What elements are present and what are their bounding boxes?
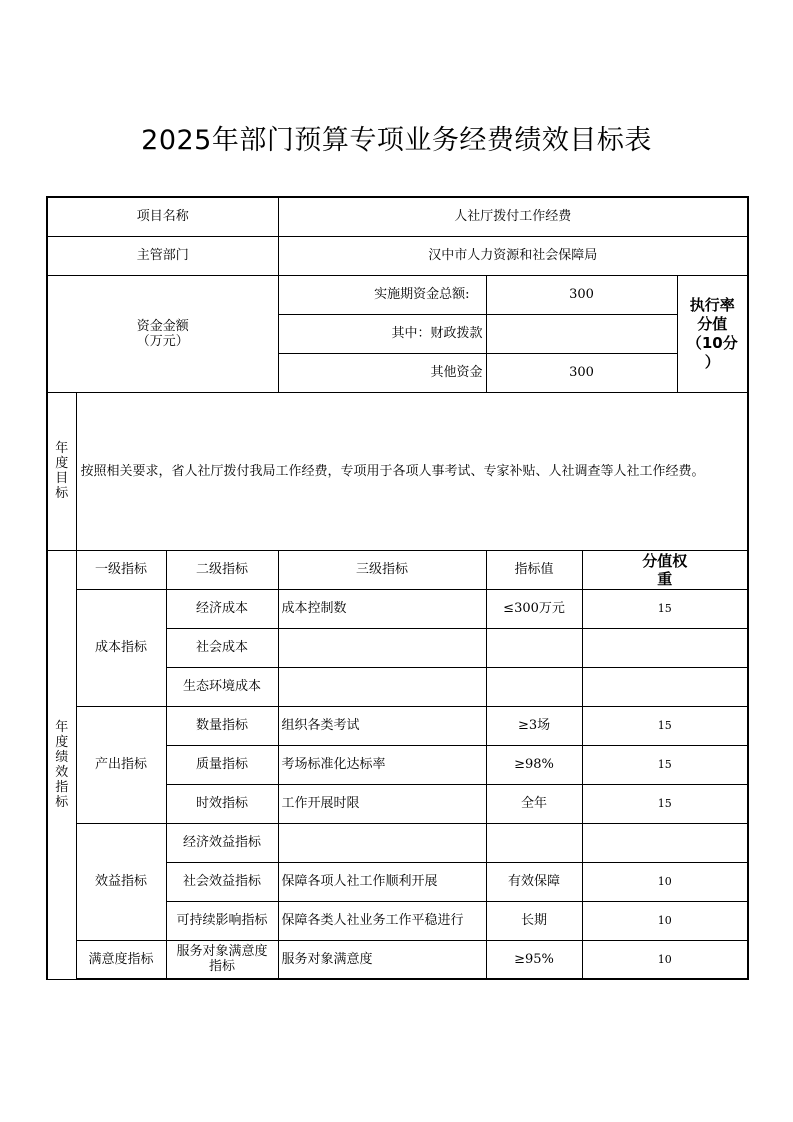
level3-cell (278, 823, 486, 862)
header-value: 指标值 (486, 550, 582, 589)
level2-line2: 指标 (209, 959, 236, 975)
indicators-label-char: 年 (55, 719, 69, 735)
annual-goal-char: 年 (55, 441, 69, 456)
annual-goal-char: 目 (55, 471, 69, 486)
indicators-label-char: 效 (55, 764, 69, 780)
indicator-row (47, 823, 748, 862)
level2-cell: 社会效益指标 (166, 862, 278, 901)
level2-cell (166, 940, 278, 979)
level1-cost: 成本指标 (76, 589, 166, 706)
level3-cell: 保障各类人社业务工作平稳进行 (278, 901, 486, 940)
value-cell: ≤300万元 (486, 589, 582, 628)
weight-cell: 15 (582, 706, 748, 745)
indicators-label-char: 指 (55, 779, 69, 795)
exec-rate-line1: 执行率 (689, 295, 735, 314)
indicator-header-row (47, 550, 748, 589)
indicators-label (47, 550, 76, 979)
level2-cell: 数量指标 (166, 706, 278, 745)
weight-cell: 15 (582, 745, 748, 784)
level3-cell (278, 628, 486, 667)
value-cell: ≥98% (486, 745, 582, 784)
project-row (47, 197, 748, 236)
value-cell (486, 667, 582, 706)
department-label: 主管部门 (47, 236, 278, 275)
department-value: 汉中市人力资源和社会保障局 (278, 236, 748, 275)
level2-cell: 时效指标 (166, 784, 278, 823)
page-title: 2025年部门预算专项业务经费绩效目标表 (141, 125, 652, 156)
annual-goal-text: 按照相关要求，省人社厅拨付我局工作经费，专项用于各项人事考试、专家补贴、人社调查等人社工作经费。 (76, 392, 748, 550)
level3-cell: 服务对象满意度 (278, 940, 486, 979)
funds-other-label: 其他资金 (278, 353, 486, 392)
level1-output: 产出指标 (76, 706, 166, 823)
weight-cell: 15 (582, 784, 748, 823)
annual-goal-label (47, 392, 76, 550)
funds-fiscal-label: 其中：财政拨款 (278, 314, 486, 353)
header-weight-line1: 分值权 (642, 551, 688, 570)
weight-cell (582, 667, 748, 706)
project-value: 人社厅拨付工作经费 (278, 197, 748, 236)
indicator-row (47, 706, 748, 745)
value-cell: 长期 (486, 901, 582, 940)
header-weight-line2: 重 (657, 569, 673, 588)
level2-cell: 社会成本 (166, 628, 278, 667)
funds-fiscal-value (486, 314, 677, 353)
level3-cell: 保障各项人社工作顺利开展 (278, 862, 486, 901)
annual-goal-char: 标 (55, 486, 69, 501)
funds-total-label: 实施期资金总额: (278, 275, 486, 314)
weight-cell (582, 628, 748, 667)
level2-cell: 生态环境成本 (166, 667, 278, 706)
exec-rate-line4: ） (704, 352, 720, 371)
header-level3: 三级指标 (278, 550, 486, 589)
funds-label (47, 275, 278, 392)
value-cell: ≥95% (486, 940, 582, 979)
level2-line1: 服务对象满意度 (176, 944, 268, 960)
level3-cell (278, 667, 486, 706)
exec-rate-line3: （10分 (686, 333, 738, 352)
value-cell: ≥3场 (486, 706, 582, 745)
funds-total-value: 300 (486, 275, 677, 314)
exec-rate-line2: 分值 (697, 314, 728, 333)
funds-total-row (47, 275, 748, 314)
header-level2: 二级指标 (166, 550, 278, 589)
level2-cell: 经济成本 (166, 589, 278, 628)
header-weight (582, 550, 748, 589)
level2-cell: 经济效益指标 (166, 823, 278, 862)
funds-label-line1: 资金金额 (136, 318, 189, 334)
header-level1: 一级指标 (76, 550, 166, 589)
indicator-row (47, 589, 748, 628)
annual-goal-char: 度 (55, 456, 69, 471)
annual-goal-row (47, 392, 748, 550)
indicators-label-char: 绩 (55, 749, 69, 765)
value-cell: 全年 (486, 784, 582, 823)
weight-cell: 10 (582, 862, 748, 901)
weight-cell: 15 (582, 589, 748, 628)
level3-cell: 工作开展时限 (278, 784, 486, 823)
weight-cell: 10 (582, 940, 748, 979)
level3-cell: 组织各类考试 (278, 706, 486, 745)
indicators-label-char: 标 (55, 794, 69, 810)
project-label: 项目名称 (47, 197, 278, 236)
value-cell: 有效保障 (486, 862, 582, 901)
level3-cell: 成本控制数 (278, 589, 486, 628)
funds-other-value: 300 (486, 353, 677, 392)
performance-target-table (46, 196, 749, 980)
weight-cell: 10 (582, 901, 748, 940)
funds-label-line2: （万元） (136, 333, 189, 349)
value-cell (486, 823, 582, 862)
exec-rate-score (677, 275, 748, 392)
level1-satisfaction: 满意度指标 (76, 940, 166, 979)
level1-benefit: 效益指标 (76, 823, 166, 940)
department-row (47, 236, 748, 275)
level2-cell: 可持续影响指标 (166, 901, 278, 940)
level3-cell: 考场标准化达标率 (278, 745, 486, 784)
level2-cell: 质量指标 (166, 745, 278, 784)
indicator-row (47, 940, 748, 979)
weight-cell (582, 823, 748, 862)
indicators-label-char: 度 (55, 734, 69, 750)
value-cell (486, 628, 582, 667)
